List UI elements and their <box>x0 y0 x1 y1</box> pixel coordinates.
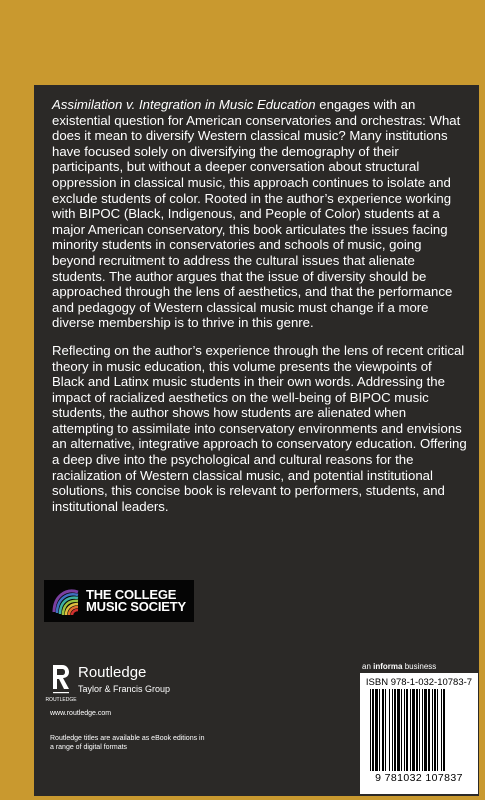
rainbow-swirl-icon <box>50 584 84 618</box>
cms-line-1: THE COLLEGE <box>86 587 177 602</box>
isbn-barcode <box>360 673 478 794</box>
informa-business-tag <box>362 662 436 671</box>
informa-suffix: business <box>402 662 437 671</box>
isbn-label: ISBN 978-1-032-10783-7 <box>365 677 473 688</box>
barcode-bars-icon <box>370 689 468 771</box>
description-paragraph-1-text: engages with an existential question for American conservatories and orchestras: What does it mean to diversify Western classical music? Many institutions have focused solely on diversifying the demography of their participants, but without a deeper conversation about structural oppression in classical music, this approach continues to isolate and exclude students of color. Rooted in the author’s experience working with BIPOC (Black, Indigenous, and People of Color) students at a major American conservatory, this book articulates the issues facing minority students in conservatories and schools of music, going beyond recruitment to address the cultural issues that alienate students. The author argues that the issue of diversity should be approached through the lens of aesthetics, and that the performance and pedagogy of Western classical music must change if a more diverse membership is to thrive in this genre. <box>52 97 461 331</box>
college-music-society-logo <box>44 580 194 622</box>
publisher-url[interactable]: www.routledge.com <box>50 710 112 717</box>
barcode-digits: 9 781032 107837 <box>375 772 463 784</box>
publisher-name: Routledge <box>78 664 147 681</box>
informa-brand: informa <box>373 662 403 671</box>
publisher-group: Taylor & Francis Group <box>78 684 171 694</box>
description-paragraph-2: Reflecting on the author’s experience through the lens of recent critical theory in music education, this volume presents the viewpoints of Black and Latinx music students in their own words. Addressing the impact of racialized aesthetics on the well-being of BIPOC music students, the author shows how students are alienated when attempting to assimilate into conservatory environments and envisions an alternative, integrative approach to conservatory education. Offering a deep dive into the psychological and cultural reasons for the racialization of Western classical music, and potential institutional solutions, this concise book is relevant to performers, students, and institutional leaders. <box>52 342 467 514</box>
svg-text:ROUTLEDGE: ROUTLEDGE <box>45 697 77 703</box>
cms-wordmark <box>86 589 186 613</box>
ebook-note: Routledge titles are available as eBook editions in a range of digital formats <box>50 735 205 751</box>
book-title: Assimilation v. Integration in Music Education <box>52 97 316 112</box>
routledge-r-logo-icon <box>45 663 77 705</box>
description-paragraph-1 <box>52 97 467 331</box>
book-description <box>52 97 467 526</box>
gold-border-bottom <box>0 796 485 800</box>
gold-border-top <box>0 0 485 85</box>
cms-line-2: MUSIC SOCIETY <box>86 599 186 614</box>
informa-prefix: an <box>362 662 374 671</box>
gold-border-right <box>479 0 485 800</box>
gold-border-left <box>0 0 34 800</box>
